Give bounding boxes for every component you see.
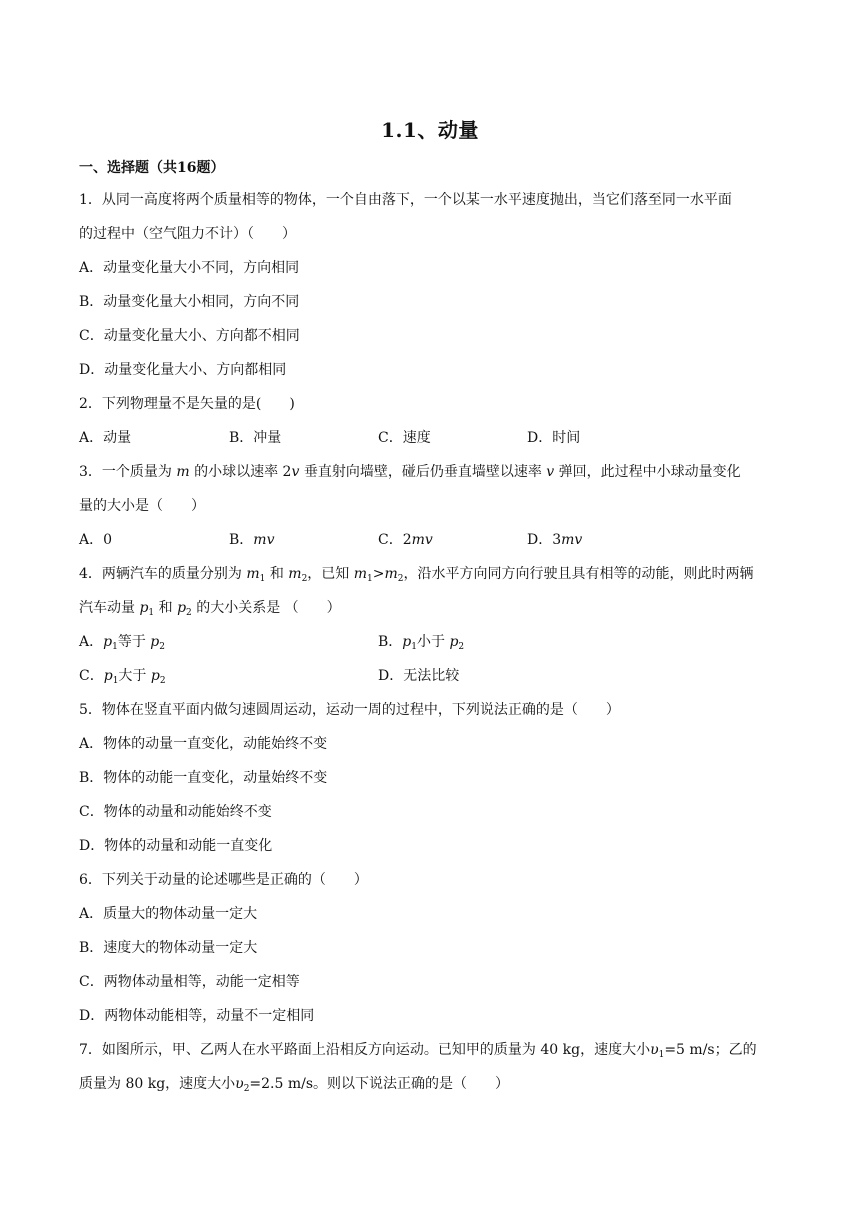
subscript: 1 <box>411 642 417 652</box>
var-v: υ <box>235 1076 244 1092</box>
subscript: 1 <box>658 1050 665 1060</box>
var-p: p <box>103 634 113 650</box>
question-7-line-1 <box>79 1040 757 1060</box>
subscript: 2 <box>243 1084 250 1094</box>
question-5-option-b[interactable]: B．物体的动能一直变化，动量始终不变 <box>79 770 328 786</box>
subscript: 1 <box>112 642 118 652</box>
section-heading: 一、选择题（共16题） <box>79 160 225 176</box>
var-m: m <box>176 464 190 480</box>
subscript: 2 <box>159 676 166 686</box>
text: C． <box>79 668 104 684</box>
text: 弹回，此过程中小球动量变化 <box>554 464 741 480</box>
text: 和 <box>154 600 178 616</box>
text: 小于 <box>417 634 450 650</box>
subscript: 1 <box>367 574 373 584</box>
text: 汽车动量 <box>79 600 140 616</box>
question-3-option-a[interactable]: A．0 <box>79 532 113 548</box>
var-v: υ <box>650 1042 659 1058</box>
text: > <box>372 566 385 582</box>
var-mv: mv <box>411 532 433 548</box>
var-p: p <box>103 668 113 684</box>
var-mv: mv <box>253 532 275 548</box>
text: 等于 <box>117 634 151 650</box>
var-m: m <box>288 566 302 582</box>
question-4-option-b[interactable] <box>378 632 464 652</box>
var-p: p <box>177 600 187 616</box>
question-2-option-a[interactable]: A．动量 <box>79 430 132 446</box>
subscript: 1 <box>112 676 119 686</box>
question-4-option-a[interactable] <box>79 632 165 652</box>
text: 的大小关系是 （ ） <box>191 600 341 616</box>
text: C．2 <box>378 532 412 548</box>
var-p: p <box>139 600 149 616</box>
question-6-option-a[interactable]: A．质量大的物体动量一定大 <box>79 906 258 922</box>
var-m: m <box>246 566 260 582</box>
var-p: p <box>449 634 459 650</box>
text: 垂直射向墙壁，碰后仍垂直墙壁以速率 <box>299 464 547 480</box>
var-m: m <box>384 566 398 582</box>
question-4-option-d[interactable]: D．无法比较 <box>378 668 460 684</box>
var-p: p <box>150 634 160 650</box>
question-6-option-c[interactable]: C．两物体动量相等，动能一定相等 <box>79 974 300 990</box>
text: B． <box>378 634 403 650</box>
var-m: m <box>353 566 368 582</box>
question-5-stem: 5．物体在竖直平面内做匀速圆周运动，运动一周的过程中，下列说法正确的是（ ） <box>79 702 620 718</box>
text: =2.5 m/s。则以下说法正确的是（ ） <box>249 1076 510 1092</box>
question-3-option-d[interactable] <box>527 530 582 550</box>
text: B． <box>229 532 254 548</box>
question-6-stem: 6．下列关于动量的论述哪些是正确的（ ） <box>79 872 368 888</box>
var-p: p <box>150 668 160 684</box>
question-3-option-c[interactable] <box>378 530 433 550</box>
subscript: 2 <box>397 574 404 584</box>
question-5-option-d[interactable]: D．物体的动量和动能一直变化 <box>79 838 273 854</box>
question-7-line-2 <box>79 1074 509 1094</box>
subscript: 2 <box>301 574 308 584</box>
question-1-line-2: 的过程中（空气阻力不计）（ ） <box>79 226 296 242</box>
text: D．3 <box>527 532 562 548</box>
question-4-line-1 <box>79 564 754 584</box>
question-5-option-a[interactable]: A．物体的动量一直变化，动能始终不变 <box>79 736 328 752</box>
question-1-line-1: 1．从同一高度将两个质量相等的物体，一个自由落下，一个以某一水平速度抛出，当它们落至同一水平面 <box>79 192 732 208</box>
question-1-option-b[interactable]: B．动量变化量大小相同，方向不同 <box>79 294 300 310</box>
question-1-option-a[interactable]: A．动量变化量大小不同，方向相同 <box>79 260 300 276</box>
question-1-option-d[interactable]: D．动量变化量大小、方向都相同 <box>79 362 287 378</box>
subscript: 2 <box>458 642 465 652</box>
text: 质量为 80 kg，速度大小 <box>79 1076 236 1092</box>
question-3-option-b[interactable] <box>229 530 274 550</box>
text: 大于 <box>118 668 151 684</box>
question-4-line-2 <box>79 598 341 618</box>
text: 4．两辆汽车的质量分别为 <box>79 566 247 582</box>
text: ，沿水平方向同方向行驶且具有相等的动能，则此时两辆 <box>403 566 754 582</box>
var-v: v <box>291 464 300 480</box>
page-title: 1.1、动量 <box>381 118 479 142</box>
text: 3．一个质量为 <box>79 464 177 480</box>
question-2-option-b[interactable]: B．冲量 <box>229 430 282 446</box>
subscript: 2 <box>159 642 165 652</box>
question-2-option-c[interactable]: C．速度 <box>378 430 431 446</box>
var-v: v <box>546 464 555 480</box>
text: 的小球以速率 2 <box>189 464 292 480</box>
question-6-option-d[interactable]: D．两物体动能相等，动量不一定相同 <box>79 1008 315 1024</box>
text: =5 m/s；乙的 <box>664 1042 757 1058</box>
question-2-stem: 2．下列物理量不是矢量的是( ) <box>79 396 295 412</box>
question-6-option-b[interactable]: B．速度大的物体动量一定大 <box>79 940 258 956</box>
text: ，已知 <box>307 566 354 582</box>
var-p: p <box>402 634 412 650</box>
question-1-option-c[interactable]: C．动量变化量大小、方向都不相同 <box>79 328 300 344</box>
question-3-line-2: 量的大小是（ ） <box>79 498 205 514</box>
subscript: 2 <box>186 608 192 618</box>
subscript: 1 <box>259 574 266 584</box>
text: 7．如图所示，甲、乙两人在水平路面上沿相反方向运动。已知甲的质量为 40 kg，速度大小 <box>79 1042 651 1058</box>
text: A． <box>79 634 104 650</box>
question-4-option-c[interactable] <box>79 666 166 686</box>
question-2-option-d[interactable]: D．时间 <box>527 430 581 446</box>
var-mv: mv <box>561 532 583 548</box>
question-3-line-1 <box>79 462 741 482</box>
subscript: 1 <box>148 608 155 618</box>
question-5-option-c[interactable]: C．物体的动量和动能始终不变 <box>79 804 272 820</box>
text: 和 <box>265 566 289 582</box>
